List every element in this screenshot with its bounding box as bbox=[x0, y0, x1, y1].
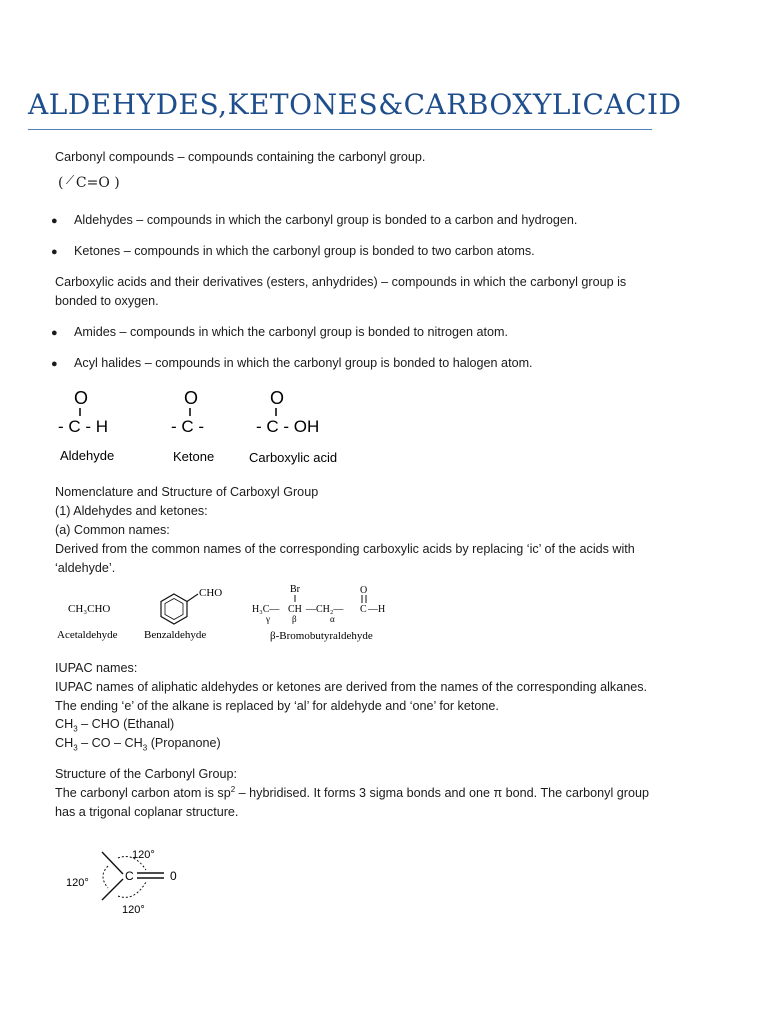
svg-text:—CH₂—: —CH₂— bbox=[306, 604, 344, 615]
carboxylic-acid-structure bbox=[249, 388, 337, 465]
svg-text:γ: γ bbox=[266, 614, 270, 624]
aldehyde-structure bbox=[58, 388, 114, 463]
bullet-dot: ● bbox=[51, 215, 58, 227]
structure-description: The carbonyl carbon atom is $sp^2$ – hybridised. It forms 3 sigma bonds and one π bond. The carbonyl group has a trigonal coplanar structure. bbox=[55, 784, 649, 819]
svg-text:α: α bbox=[330, 614, 335, 624]
bullet-dot: ● bbox=[51, 327, 58, 339]
propanone-formula: $CH_3$ – CO – $CH_3$ (Propanone) bbox=[55, 736, 221, 753]
svg-text:120°: 120° bbox=[66, 877, 89, 889]
bullet-amides: Amides – compounds in which the carbonyl group is bonded to nitrogen atom. bbox=[74, 325, 509, 339]
bullet-dot: ● bbox=[51, 358, 58, 370]
carbonyl-formula: ( ⟋ C=O ) bbox=[58, 173, 120, 191]
functional-group-structures bbox=[50, 384, 370, 470]
bullet-acyl-halides: Acyl halides – compounds in which the carbonyl group is bonded to halogen atom. bbox=[74, 356, 533, 370]
benzaldehyde bbox=[144, 587, 222, 641]
title-underline bbox=[28, 129, 652, 130]
svg-text:O: O bbox=[360, 585, 368, 596]
intro-text: Carbonyl compounds – compounds containing the carbonyl group. bbox=[55, 150, 426, 164]
document-title: ALDEHYDES,KETONES&CARBOXYLICACID bbox=[28, 88, 682, 121]
svg-text:CH₃CHO: CH₃CHO bbox=[68, 603, 111, 615]
nomenclature-heading: Nomenclature and Structure of Carboxyl Group bbox=[55, 485, 319, 499]
subheading-common-names: (a) Common names: bbox=[55, 523, 170, 537]
svg-text:Benzaldehyde: Benzaldehyde bbox=[144, 629, 207, 641]
svg-text:Aldehyde: Aldehyde bbox=[60, 448, 115, 463]
bullet-dot: ● bbox=[51, 246, 58, 258]
svg-text:O: O bbox=[270, 388, 285, 408]
svg-text:CHO: CHO bbox=[199, 587, 223, 599]
svg-text:- C -: - C - bbox=[171, 417, 205, 436]
svg-text:H₃C—: H₃C— bbox=[252, 604, 280, 615]
subheading-aldehydes-ketones: (1) Aldehydes and ketones: bbox=[55, 504, 208, 518]
svg-text:C: C bbox=[125, 869, 134, 883]
acetaldehyde bbox=[57, 603, 118, 641]
carbonyl-angle-diagram bbox=[60, 838, 200, 920]
svg-text:β-Bromobutyraldehyde: β-Bromobutyraldehyde bbox=[270, 630, 373, 642]
bullet-ketones: Ketones – compounds in which the carbonyl group is bonded to two carbon atoms. bbox=[74, 244, 535, 258]
ethanal-formula: $CH_3$ – CHO (Ethanal) bbox=[55, 717, 175, 734]
iupac-heading: IUPAC names: bbox=[55, 661, 138, 675]
svg-text:- C - OH: - C - OH bbox=[256, 417, 320, 436]
svg-text:Acetaldehyde: Acetaldehyde bbox=[57, 629, 118, 641]
bullet-aldehydes: Aldehydes – compounds in which the carbonyl group is bonded to a carbon and hydrogen. bbox=[74, 213, 578, 227]
iupac-description: IUPAC names of aliphatic aldehydes or ketones are derived from the names of the corresponding alkanes. The ending ‘e’ of the alkane is replaced by ‘al’ for aldehyde and ‘one’ for ketone. bbox=[55, 680, 647, 713]
svg-text:Br: Br bbox=[290, 584, 300, 595]
svg-text:- C - H: - C - H bbox=[58, 417, 109, 436]
svg-text:Ketone: Ketone bbox=[173, 449, 215, 464]
svg-text:β: β bbox=[292, 614, 297, 624]
svg-text:Carboxylic acid: Carboxylic acid bbox=[249, 450, 338, 465]
structure-heading: Structure of the Carbonyl Group: bbox=[55, 767, 238, 781]
svg-text:O: O bbox=[74, 388, 89, 408]
bromobutyraldehyde bbox=[252, 584, 385, 642]
svg-text:—H: —H bbox=[368, 604, 386, 615]
svg-text:120°: 120° bbox=[122, 904, 145, 916]
svg-text:0: 0 bbox=[170, 869, 177, 883]
acids-paragraph: Carboxylic acids and their derivatives (esters, anhydrides) – compounds in which the carbonyl group is bonded to oxygen. bbox=[55, 275, 627, 308]
svg-text:C: C bbox=[360, 604, 367, 615]
svg-text:O: O bbox=[184, 388, 199, 408]
common-names-description: Derived from the common names of the corresponding carboxylic acids by replacing ‘ic’ of the acids with ‘aldehyde’. bbox=[55, 542, 635, 575]
ketone-structure bbox=[171, 388, 214, 464]
svg-text:120°: 120° bbox=[132, 849, 155, 861]
example-structures bbox=[50, 582, 400, 646]
svg-text:CH: CH bbox=[288, 604, 302, 615]
